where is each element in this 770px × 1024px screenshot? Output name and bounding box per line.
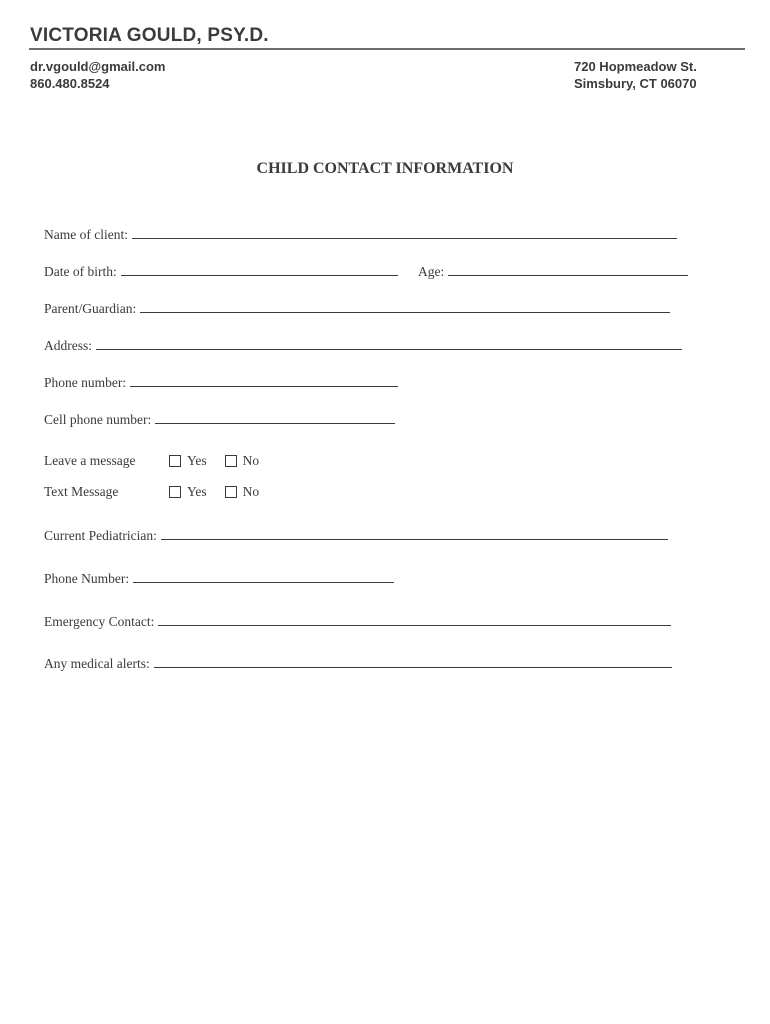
medical-alerts-field (44, 655, 672, 672)
name-of-client-label: Name of client: (44, 227, 128, 242)
medical-alerts-line[interactable] (154, 655, 672, 668)
yes-label: Yes (187, 484, 207, 499)
date-of-birth-label: Date of birth: (44, 264, 117, 279)
text-message-no-checkbox[interactable] (225, 486, 237, 498)
header-divider (29, 48, 745, 50)
parent-guardian-line[interactable] (140, 300, 670, 313)
current-pediatrician-line[interactable] (161, 527, 668, 540)
current-pediatrician-field (44, 527, 668, 544)
phone-number-line[interactable] (130, 374, 398, 387)
text-message-yes-option[interactable] (169, 484, 207, 500)
address-label: Address: (44, 338, 92, 353)
email: dr.vgould@gmail.com (30, 59, 166, 74)
address-field (44, 337, 682, 354)
text-message-yes-checkbox[interactable] (169, 486, 181, 498)
name-of-client-line[interactable] (132, 226, 677, 239)
current-pediatrician-label: Current Pediatrician: (44, 528, 157, 543)
leave-message-yes-option[interactable] (169, 453, 207, 469)
date-of-birth-line[interactable] (121, 263, 398, 276)
leave-message-label: Leave a message (44, 453, 136, 468)
practitioner-name: VICTORIA GOULD, PSY.D. (30, 25, 269, 46)
leave-message-no-option[interactable] (225, 453, 260, 469)
age-label: Age: (418, 264, 445, 279)
address-line-2: Simsbury, CT 06070 (574, 76, 697, 91)
contact-left (30, 58, 165, 92)
text-message-label: Text Message (44, 484, 119, 499)
leave-message-no-checkbox[interactable] (225, 455, 237, 467)
cell-phone-line[interactable] (155, 411, 395, 424)
no-label: No (242, 453, 260, 468)
pediatrician-phone-field (44, 570, 394, 587)
text-message-no-option[interactable] (225, 484, 260, 500)
phone-number-label: Phone number: (44, 375, 127, 390)
pediatrician-phone-label: Phone Number: (44, 571, 130, 586)
cell-phone-field (44, 411, 395, 428)
text-message-row (44, 484, 277, 500)
contact-right (574, 58, 697, 92)
parent-guardian-label: Parent/Guardian: (44, 301, 137, 316)
phone-number-field (44, 374, 398, 391)
medical-alerts-label: Any medical alerts: (44, 656, 150, 671)
pediatrician-phone-line[interactable] (133, 570, 394, 583)
parent-guardian-field (44, 300, 670, 317)
name-of-client-field (44, 226, 677, 243)
emergency-contact-line[interactable] (158, 613, 671, 626)
yes-label: Yes (187, 453, 207, 468)
age-line[interactable] (448, 263, 688, 276)
phone: 860.480.8524 (30, 76, 110, 91)
cell-phone-label: Cell phone number: (44, 412, 152, 427)
age-field (418, 263, 688, 280)
date-of-birth-field (44, 263, 398, 280)
address-line[interactable] (96, 337, 682, 350)
emergency-contact-field (44, 613, 671, 630)
address-line-1: 720 Hopmeadow St. (574, 59, 697, 74)
emergency-contact-label: Emergency Contact: (44, 614, 155, 629)
no-label: No (242, 484, 260, 499)
form-title: CHILD CONTACT INFORMATION (256, 160, 514, 177)
leave-message-yes-checkbox[interactable] (169, 455, 181, 467)
leave-message-row (44, 453, 277, 469)
